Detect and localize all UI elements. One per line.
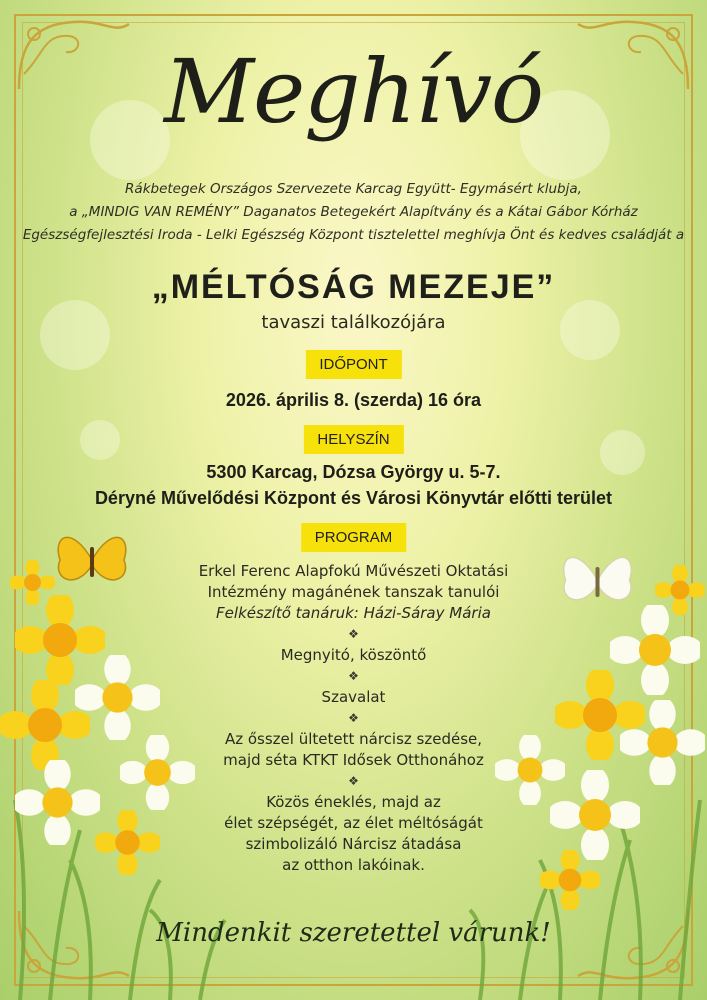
page-title: Meghívó <box>163 40 544 143</box>
program-item: Felkészítő tanáruk: Házi-Sáray Mária <box>216 604 491 622</box>
intro-text <box>0 178 707 247</box>
program-badge: PROGRAM <box>301 523 407 552</box>
program-item: Szavalat <box>321 688 386 706</box>
separator-icon: ❖ <box>348 669 359 683</box>
place-address: 5300 Karcag, Dózsa György u. 5-7. <box>206 462 501 482</box>
place-venue: Déryné Művelődési Központ és Városi Könyvtár előtti terület <box>94 488 613 508</box>
program-item: Megnyitó, köszöntő <box>280 646 427 664</box>
program-item: Erkel Ferenc Alapfokú Művészeti Oktatási <box>198 562 509 580</box>
program-item: Intézmény magánének tanszak tanulói <box>207 583 500 601</box>
intro-line: a „MINDIG VAN REMÉNY” Daganatos Betegekért Alapítvány és a Kátai Gábor Kórház <box>69 204 638 220</box>
program-item: az otthon lakóinak. <box>282 856 425 874</box>
program-item: szimbolizáló Nárcisz átadása <box>245 835 462 853</box>
time-value: 2026. április 8. (szerda) 16 óra <box>225 390 482 410</box>
intro-line: Egészségfejlesztési Iroda - Lelki Egészség Központ tisztelettel meghívja Önt és kedves családját a <box>22 227 685 243</box>
program-item: majd séta KTKT Idősek Otthonához <box>223 751 484 769</box>
program-list <box>0 561 707 876</box>
intro-line: Rákbetegek Országos Szervezete Karcag Együtt- Egymásért klubja, <box>125 181 582 197</box>
time-badge: IDŐPONT <box>305 350 401 379</box>
program-item: Közös éneklés, majd az <box>266 793 441 811</box>
footer-message: Mindenkit szeretettel várunk! <box>156 918 551 948</box>
event-subtitle: tavaszi találkozójára <box>261 312 446 333</box>
event-name: „MÉLTÓSÁG MEZEJE” <box>151 268 556 306</box>
separator-icon: ❖ <box>348 774 359 788</box>
place-badge: HELYSZÍN <box>303 425 403 454</box>
program-item: Az ősszel ültetett nárcisz szedése, <box>224 730 483 748</box>
separator-icon: ❖ <box>348 711 359 725</box>
separator-icon: ❖ <box>348 627 359 641</box>
program-item: élet szépségét, az élet méltóságát <box>224 814 483 832</box>
